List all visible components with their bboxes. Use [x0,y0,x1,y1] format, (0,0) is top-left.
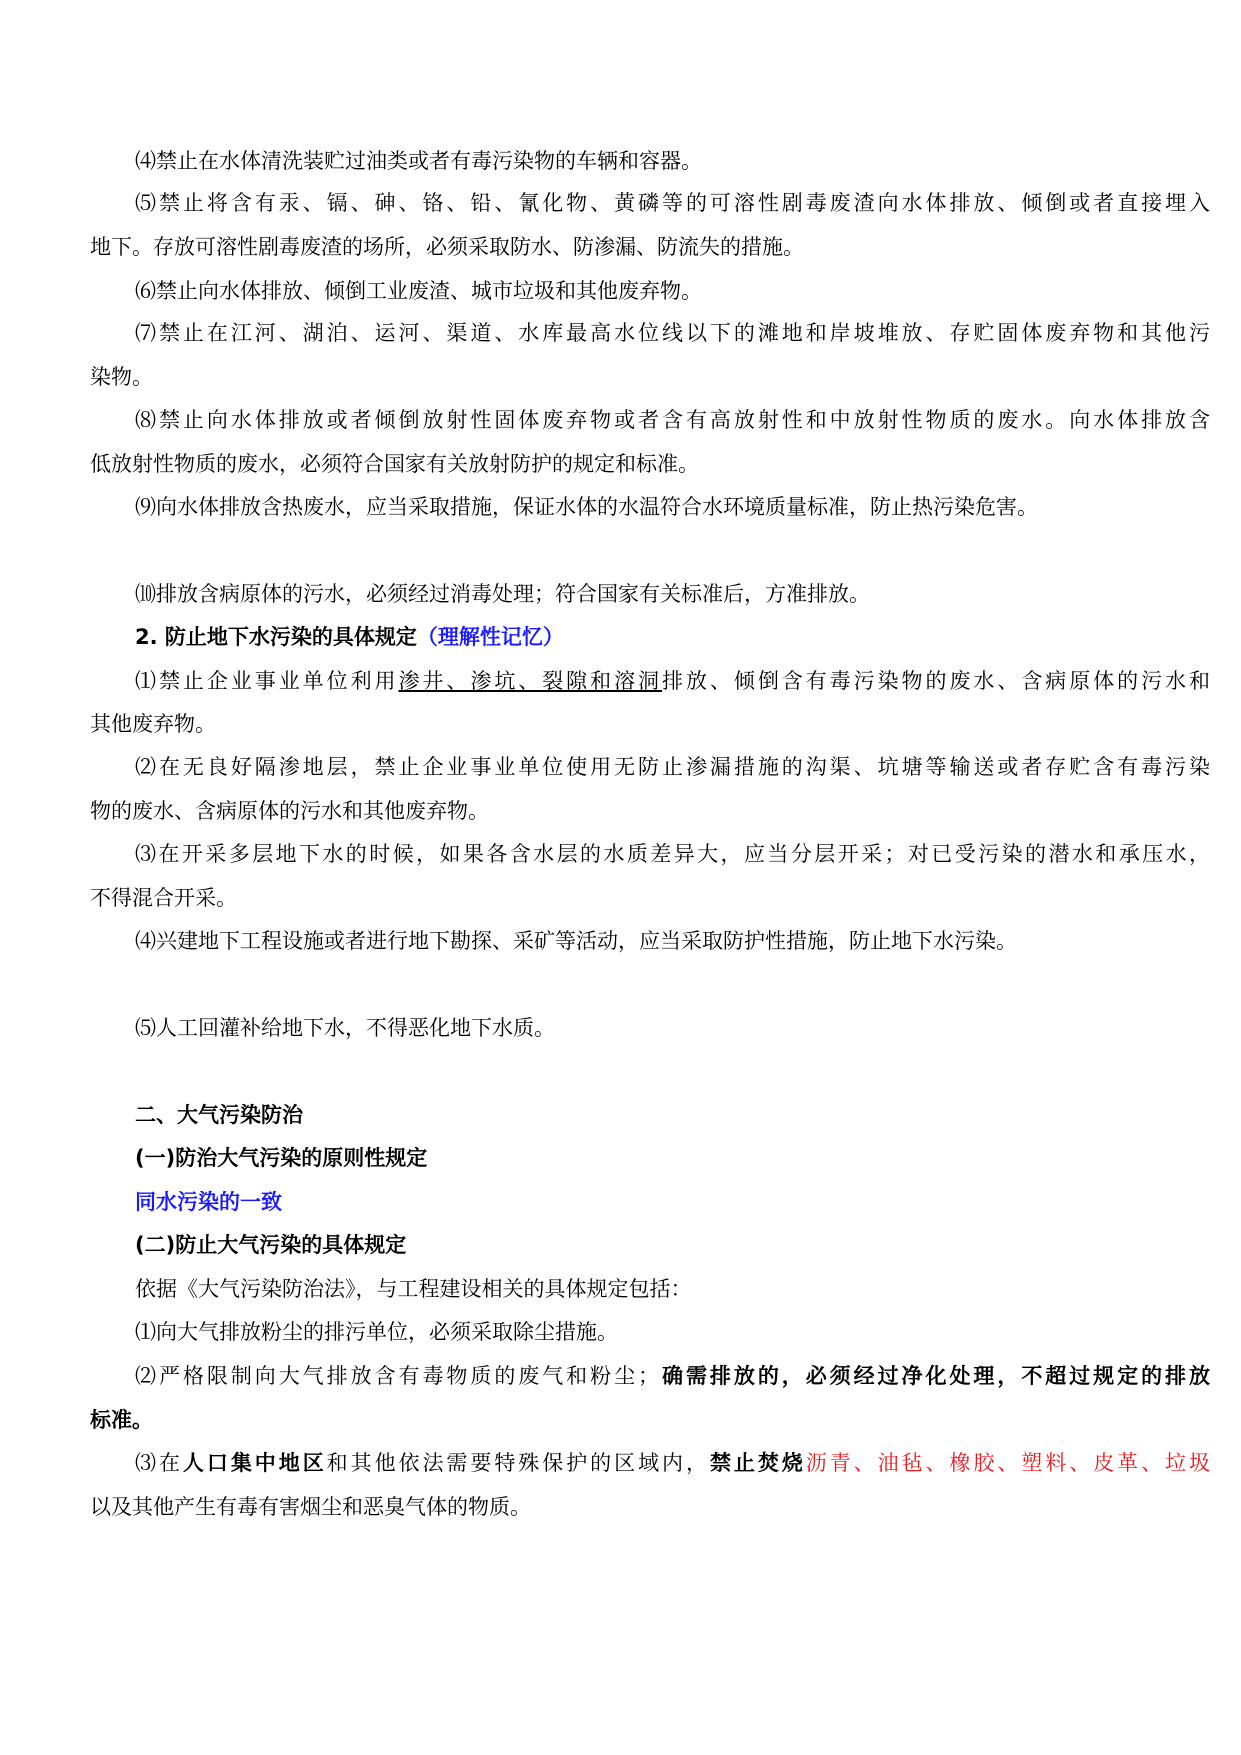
groundwater-heading-text: 2. 防止地下水污染的具体规定 [135,625,417,649]
groundwater-item-2-line2: 物的废水、含病原体的污水和其他废弃物。 [90,799,489,823]
groundwater-heading-note: （理解性记忆） [416,625,564,649]
air-item-1: ⑴向大气排放粉尘的排污单位，必须采取除尘措施。 [135,1320,618,1344]
air-intro: 依据《大气污染防治法》，与工程建设相关的具体规定包括： [135,1277,692,1301]
air-subsection-1-title: (一)防治大气污染的原则性规定 [135,1146,428,1170]
groundwater-item-3-line2: 不得混合开采。 [90,886,237,910]
water-item-5-line2: 地下。存放可溶性剧毒废渣的场所，必须采取防水、防渗漏、防流失的措施。 [90,235,804,259]
water-item-7-line2: 染物。 [90,365,153,389]
air-item-3-a: ⑶在 [135,1451,183,1475]
water-item-10: ⑽排放含病原体的污水，必须经过消毒处理；符合国家有关标准后，方准排放。 [135,582,870,606]
air-item-3-b: 和其他依法需要特殊保护的区域内， [326,1451,710,1475]
air-subsection-2-title: (二)防止大气污染的具体规定 [135,1233,407,1257]
groundwater-item-4: ⑷兴建地下工程设施或者进行地下勘探、采矿等活动，应当采取防护性措施，防止地下水污染。 [135,929,1017,953]
groundwater-item-1-line1 [135,666,1210,696]
groundwater-item-1-underlined: 渗井、渗坑、裂隙和溶洞 [398,669,662,693]
air-item-3-red-list: 沥青、油毡、橡胶、塑料、皮革、垃圾 [805,1451,1211,1475]
water-item-5-line1: ⑸禁止将含有汞、镉、砷、铬、铅、氰化物、黄磷等的可溶性剧毒废渣向水体排放、倾倒或者直接埋入 [135,191,1210,215]
air-item-3-bold-area: 人口集中地区 [182,1451,327,1475]
air-item-2-pre: ⑵严格限制向大气排放含有毒物质的废气和粉尘； [135,1364,660,1388]
groundwater-item-3-line1: ⑶在开采多层地下水的时候，如果各含水层的水质差异大，应当分层开采；对已受污染的潜水和承压水， [135,842,1210,866]
air-subsection-1-note: 同水污染的一致 [135,1190,282,1214]
air-section-title: 二、大气污染防治 [135,1103,303,1127]
groundwater-item-5: ⑸人工回灌补给地下水，不得恶化地下水质。 [135,1016,555,1040]
air-item-3-line1 [135,1448,1210,1478]
groundwater-item-1-pre: ⑴禁止企业事业单位利用 [135,669,399,693]
groundwater-heading [135,622,1210,652]
air-item-2-line2: 标准。 [90,1408,153,1432]
air-item-3-line2: 以及其他产生有毒有害烟尘和恶臭气体的物质。 [90,1495,531,1519]
water-item-6: ⑹禁止向水体排放、倾倒工业废渣、城市垃圾和其他废弃物。 [135,279,702,303]
air-item-2-line1 [135,1361,1210,1391]
air-item-2-bold: 确需排放的，必须经过净化处理，不超过规定的排放 [659,1364,1210,1388]
water-item-8-line1: ⑻禁止向水体排放或者倾倒放射性固体废弃物或者含有高放射性和中放射性物质的废水。向水体排放含 [135,408,1210,432]
groundwater-item-2-line1: ⑵在无良好隔渗地层，禁止企业事业单位使用无防止渗漏措施的沟渠、坑塘等输送或者存贮含有毒污染 [135,755,1210,779]
water-item-4: ⑷禁止在水体清洗装贮过油类或者有毒污染物的车辆和容器。 [135,149,702,173]
groundwater-item-1-post: 排放、倾倒含有毒污染物的废水、含病原体的污水和 [662,669,1210,693]
water-item-8-line2: 低放射性物质的废水，必须符合国家有关放射防护的规定和标准。 [90,452,699,476]
water-item-7-line1: ⑺禁止在江河、湖泊、运河、渠道、水库最高水位线以下的滩地和岸坡堆放、存贮固体废弃物和其他污 [135,321,1210,345]
water-item-9: ⑼向水体排放含热废水，应当采取措施，保证水体的水温符合水环境质量标准，防止热污染危害。 [135,495,1038,519]
groundwater-item-1-line2: 其他废弃物。 [90,712,216,736]
air-item-3-bold-prohibit: 禁止焚烧 [709,1451,806,1475]
